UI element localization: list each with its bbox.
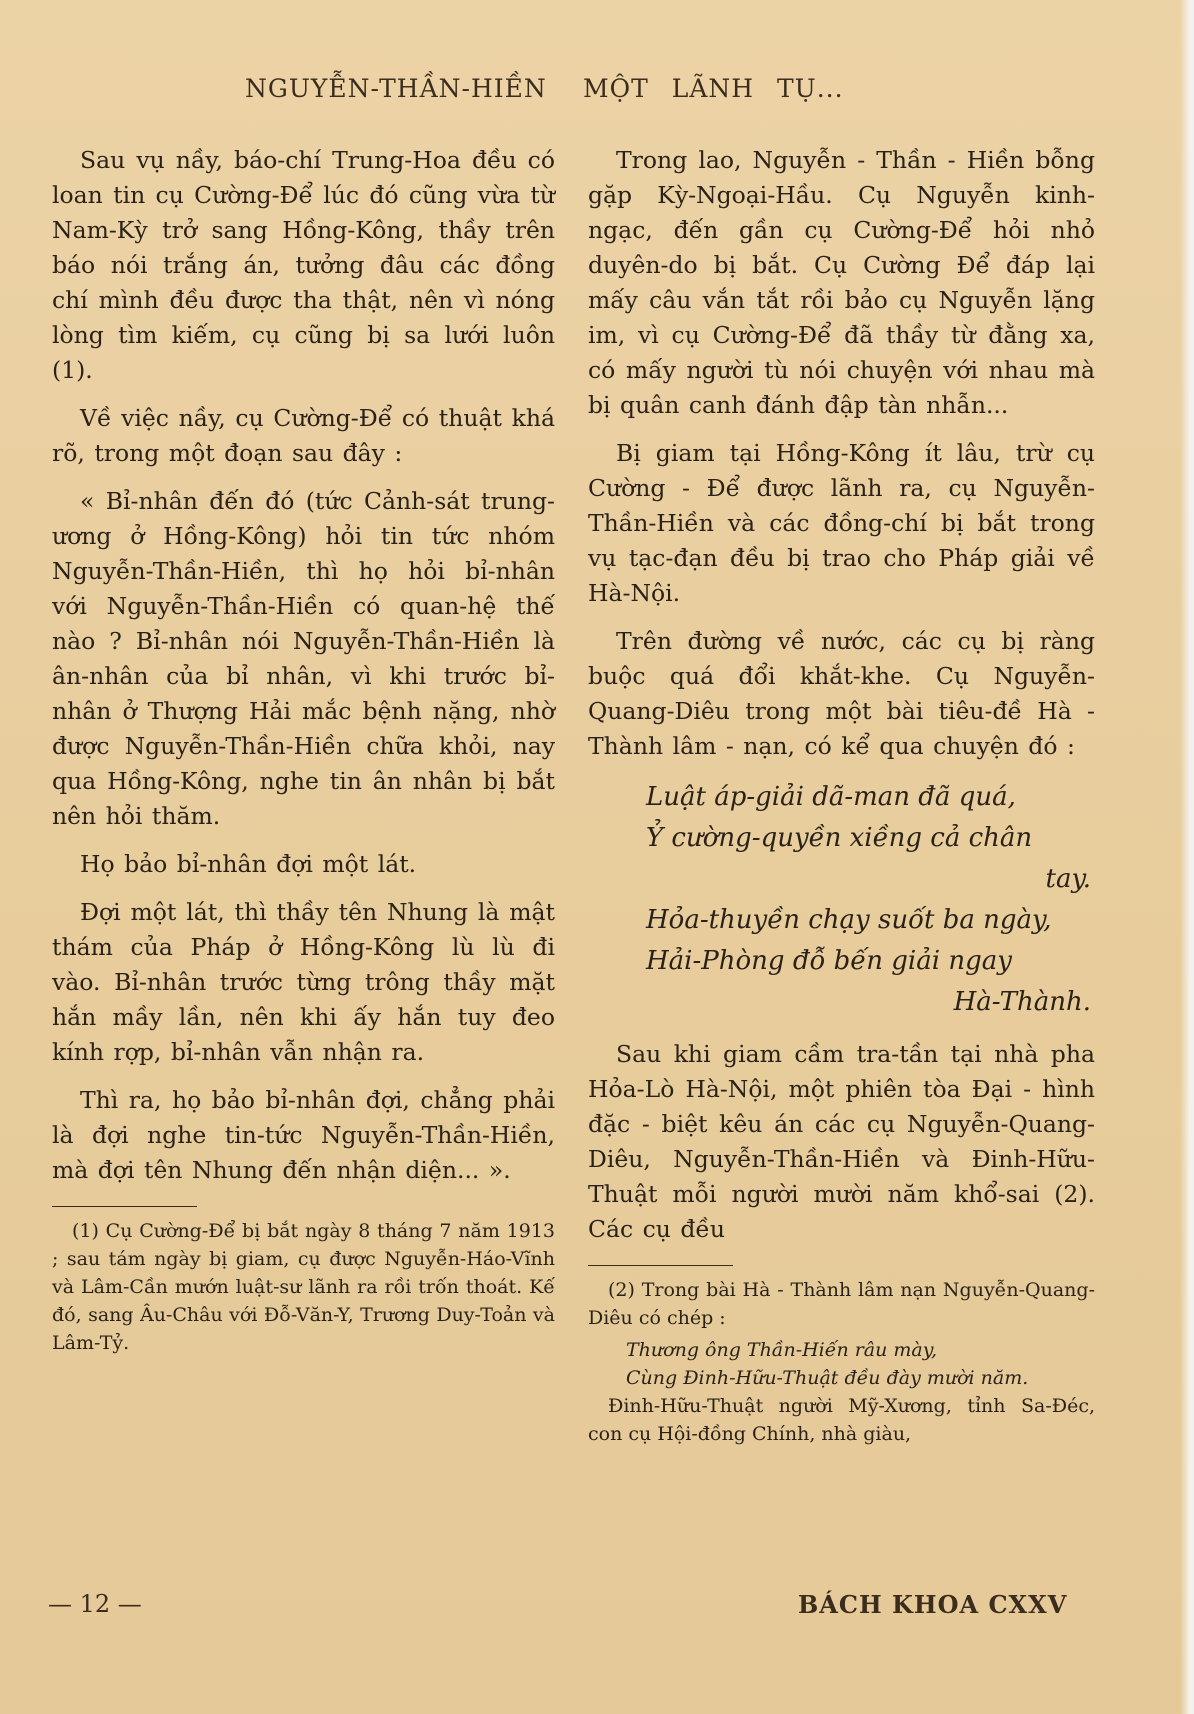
left-column xyxy=(52,143,555,1357)
poem-quote xyxy=(646,777,1095,1023)
footnote-poem-line: Thương ông Thần-Hiến râu mày, xyxy=(626,1339,938,1361)
poem-line: Hỏa-thuyền chạy suốt ba ngày, xyxy=(646,905,1052,935)
paragraph: Đợi một lát, thì thầy tên Nhung là mật thám của Pháp ở Hồng-Kông lù lù đi vào. Bỉ-nhân trước từng trông thầy mặt hắn mầy lần, nên khi ấy hắn tuy đeo kính rợp, bỉ-nhân vẫn nhận ra. xyxy=(52,898,555,1066)
right-column xyxy=(588,143,1095,1448)
running-header-left: NGUYỄN-THẦN-HIỀN xyxy=(245,74,547,103)
footnote-poem xyxy=(588,1336,1095,1392)
running-header xyxy=(245,74,925,103)
paragraph: Sau vụ nầy, báo-chí Trung-Hoa đều có loan tin cụ Cường-Để lúc đó cũng vừa từ Nam-Kỳ trở sang Hồng-Kông, thầy trên báo nói trắng án, tưởng đâu các đồng chí mình đều được tha thật, nên vì nóng lòng tìm kiếm, cụ cũng bị sa lưới luôn (1). xyxy=(52,146,555,384)
paragraph: Về việc nầy, cụ Cường-Để có thuật khá rõ, trong một đoạn sau đây : xyxy=(52,404,555,467)
poem-line: tay. xyxy=(1045,864,1091,894)
torn-right-edge xyxy=(1180,0,1194,1714)
publication-name: BÁCH KHOA CXXV xyxy=(798,1590,1068,1619)
paragraph: Sau khi giam cầm tra-tần tại nhà pha Hỏa-Lò Hà-Nội, một phiên tòa Đại - hình đặc - biệt kêu án các cụ Nguyễn-Quang-Diêu, Nguyễn-Thần-Hiền và Đinh-Hữu-Thuật mỗi người mười năm khổ-sai (2). Các cụ đều xyxy=(588,1040,1095,1243)
footnote-continuation: Đinh-Hữu-Thuật người Mỹ-Xương, tỉnh Sa-Đéc, con cụ Hội-đồng Chính, nhà giàu, xyxy=(588,1395,1095,1445)
paragraph: Trong lao, Nguyễn - Thần - Hiền bỗng gặp Kỳ-Ngoại-Hầu. Cụ Nguyễn kinh-ngạc, đến gần cụ Cường-Để hỏi nhỏ duyên-do bị bắt. Cụ Cường Để đáp lại mấy câu vắn tắt rồi bảo cụ Nguyễn lặng im, vì cụ Cường-Để đã thầy từ đằng xa, có mấy người tù nói chuyện với nhau mà bị quân canh đánh đập tàn nhẫn... xyxy=(588,146,1095,419)
paragraph: « Bỉ-nhân đến đó (tức Cảnh-sát trung-ương ở Hồng-Kông) hỏi tin tức nhóm Nguyễn-Thần-Hiền, thì họ hỏi bỉ-nhân với Nguyễn-Thần-Hiền có quan-hệ thế nào ? Bỉ-nhân nói Nguyễn-Thần-Hiền là ân-nhân của bỉ nhân, vì khi trước bỉ-nhân ở Thượng Hải mắc bệnh nặng, nhờ được Nguyễn-Thần-Hiền chữa khỏi, nay qua Hồng-Kông, nghe tin ân nhân bị bắt nên hỏi thăm. xyxy=(52,487,555,830)
paragraph: Thì ra, họ bảo bỉ-nhân đợi, chẳng phải là đợi nghe tin-tức Nguyễn-Thần-Hiền, mà đợi tên Nhung đến nhận diện... ». xyxy=(52,1086,555,1184)
poem-line: Luật áp-giải dã-man đã quá, xyxy=(646,782,1016,812)
footnote-poem-line: Cùng Đinh-Hữu-Thuật đều đày mười năm. xyxy=(626,1367,1029,1389)
footnote-divider xyxy=(52,1206,197,1207)
poem-line: Ỷ cường-quyền xiềng cả chân xyxy=(646,823,1033,853)
paragraph: Bị giam tại Hồng-Kông ít lâu, trừ cụ Cường - Để được lãnh ra, cụ Nguyễn-Thần-Hiền và các đồng-chí bị bắt trong vụ tạc-đạn đều bị trao cho Pháp giải về Hà-Nội. xyxy=(588,439,1095,607)
page-number: — 12 — xyxy=(48,1590,142,1618)
footnote-2: (2) Trong bài Hà - Thành lâm nạn Nguyễn-Quang-Diêu có chép : xyxy=(588,1279,1095,1329)
footnote-1: (1) Cụ Cường-Để bị bắt ngày 8 tháng 7 năm 1913 ; sau tám ngày bị giam, cụ được Nguyễn-Háo-Vĩnh và Lâm-Cần mướn luật-sư lãnh ra rồi trốn thoát. Kế đó, sang Âu-Châu với Đỗ-Văn-Y, Trương Duy-Toản và Lâm-Tỷ. xyxy=(52,1220,555,1354)
poem-line: Hà-Thành. xyxy=(953,987,1091,1017)
running-header-right: MỘT LÃNH TỤ... xyxy=(583,74,844,103)
footnote-divider xyxy=(588,1265,733,1266)
paragraph: Họ bảo bỉ-nhân đợi một lát. xyxy=(80,850,417,878)
paragraph: Trên đường về nước, các cụ bị ràng buộc quá đổi khắt-khe. Cụ Nguyễn-Quang-Diêu trong một bài tiêu-đề Hà - Thành lâm - nạn, có kể qua chuyện đó : xyxy=(588,627,1095,760)
poem-line: Hải-Phòng đỗ bến giải ngay xyxy=(646,946,1012,976)
